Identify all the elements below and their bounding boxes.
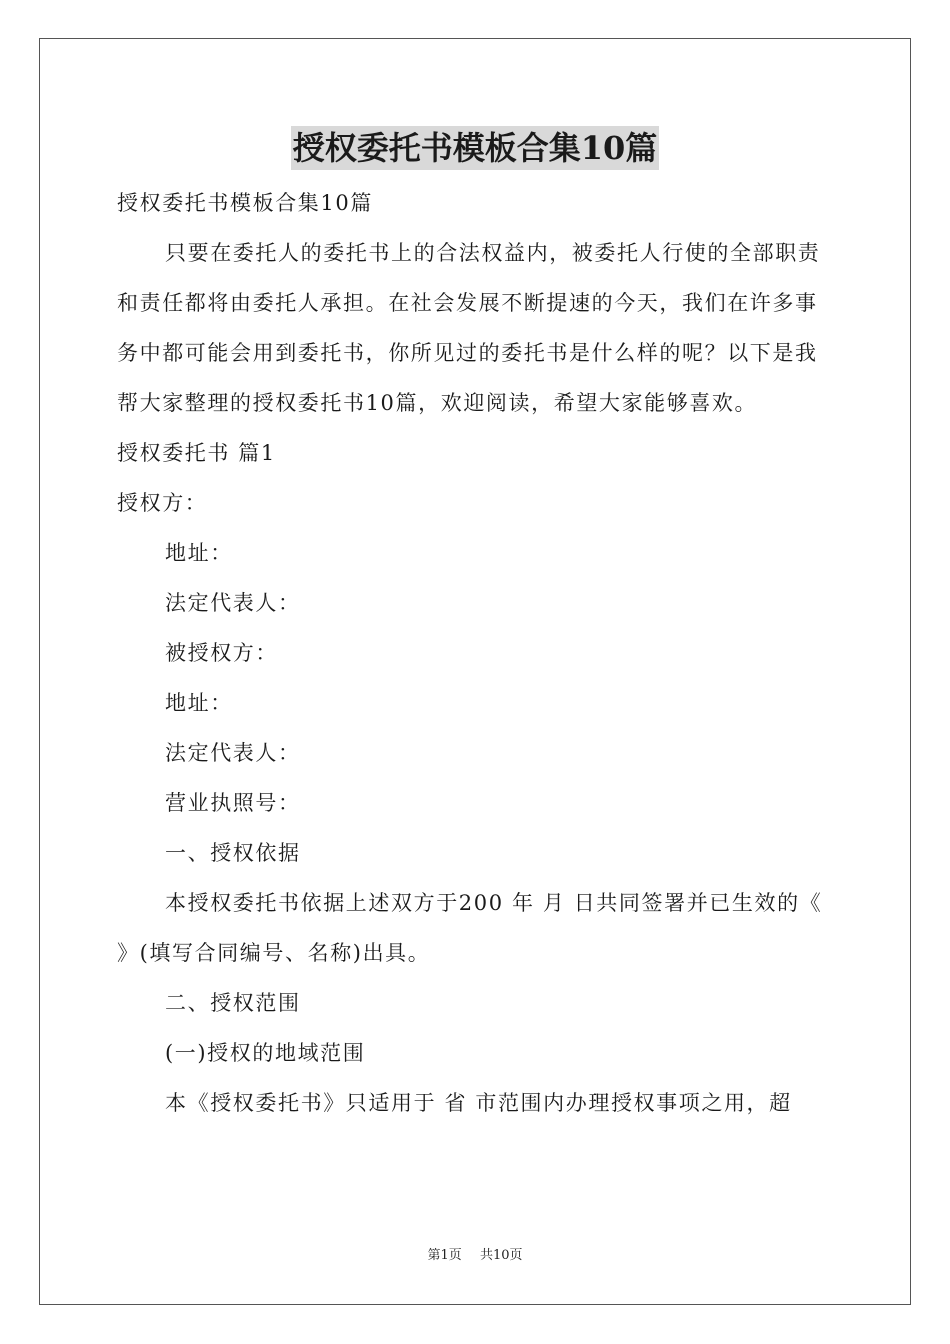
grantee-legal-rep: 法定代表人： [165,741,301,765]
geo-scope-heading: (一)授权的地域范围 [165,1041,366,1065]
basis-paragraph: 本授权委托书依据上述双方于200 年 月 日共同签署并已生效的《 》(填写合同编号、名称)出具。 [117,891,823,965]
grantee-address: 地址： [165,691,233,715]
intro-paragraph: 只要在委托人的委托书上的合法权益内，被委托人行使的全部职责和责任都将由委托人承担。在社会发展不断提速的今天，我们在许多事务中都可能会用到委托书，你所见过的委托书是什么样的呢？以下是我帮大家整理的授权委托书10篇，欢迎阅读，希望大家能够喜欢。 [117,241,821,415]
page-total: 共10页 [479,1248,523,1263]
scope-heading: 二、授权范围 [165,991,301,1015]
grantee-label: 被授权方： [165,641,278,665]
grantor-label: 授权方： [117,491,208,515]
geo-scope-paragraph: 本《授权委托书》只适用于 省 市范围内办理授权事项之用，超 [165,1091,792,1115]
page-footer [0,1244,950,1263]
grantor-legal-rep: 法定代表人： [165,591,301,615]
grantor-address: 地址： [165,541,233,565]
business-license-number: 营业执照号： [165,791,301,815]
section-heading: 授权委托书 篇1 [117,441,276,465]
document-title [0,126,950,170]
document-subtitle: 授权委托书模板合集10篇 [117,191,373,215]
page-number: 第1页 [427,1248,462,1263]
document-body [117,178,835,1128]
basis-heading: 一、授权依据 [165,841,301,865]
document-title-text: 授权委托书模板合集10篇 [291,126,660,170]
